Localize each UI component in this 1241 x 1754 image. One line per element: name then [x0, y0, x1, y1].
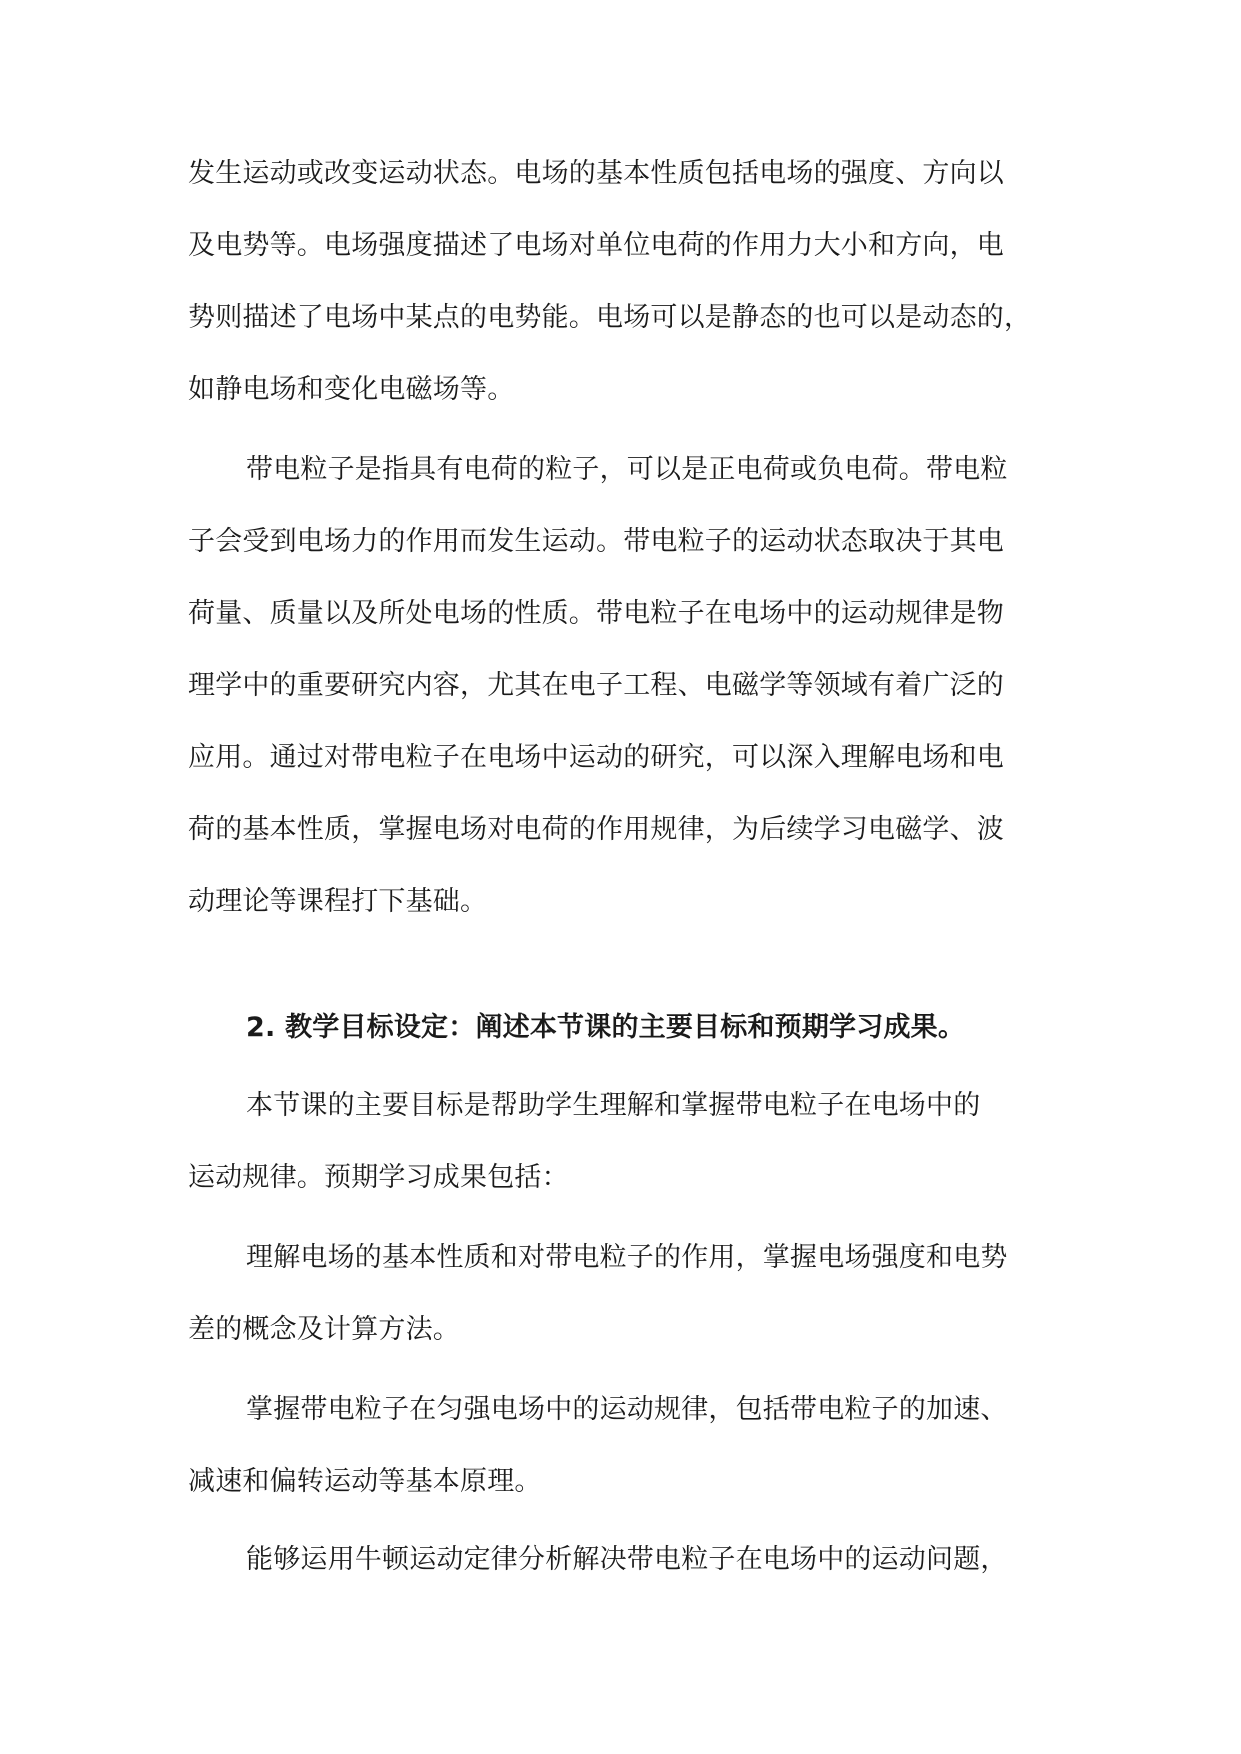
- paragraph-line: 本节课的主要目标是帮助学生理解和掌握带电粒子在电场中的: [246, 1090, 981, 1121]
- paragraph-line: 发生运动或改变运动状态。电场的基本性质包括电场的强度、方向以: [188, 158, 1004, 189]
- paragraph-line: 运动规律。预期学习成果包括：: [188, 1162, 569, 1193]
- paragraph-line: 子会受到电场力的作用而发生运动。带电粒子的运动状态取决于其电: [188, 526, 1004, 557]
- paragraph-line: 理学中的重要研究内容，尤其在电子工程、电磁学等领域有着广泛的: [188, 670, 1004, 701]
- paragraph-line: 如静电场和变化电磁场等。: [188, 374, 515, 405]
- paragraph-line: 减速和偏转运动等基本原理。: [188, 1466, 542, 1497]
- paragraph-line: 荷量、质量以及所处电场的性质。带电粒子在电场中的运动规律是物: [188, 598, 1004, 629]
- paragraph-line: 掌握带电粒子在匀强电场中的运动规律，包括带电粒子的加速、: [246, 1394, 1008, 1425]
- paragraph-line: 势则描述了电场中某点的电势能。电场可以是静态的也可以是动态的，: [188, 302, 1032, 333]
- section-heading: 2. 教学目标设定：阐述本节课的主要目标和预期学习成果。: [246, 1012, 966, 1043]
- paragraph-line: 动理论等课程打下基础。: [188, 886, 488, 917]
- paragraph-line: 差的概念及计算方法。: [188, 1314, 460, 1345]
- paragraph-line: 带电粒子是指具有电荷的粒子，可以是正电荷或负电荷。带电粒: [246, 454, 1008, 485]
- paragraph-line: 应用。通过对带电粒子在电场中运动的研究，可以深入理解电场和电: [188, 742, 1004, 773]
- paragraph-line: 能够运用牛顿运动定律分析解决带电粒子在电场中的运动问题，: [246, 1544, 1008, 1575]
- paragraph-line: 理解电场的基本性质和对带电粒子的作用，掌握电场强度和电势: [246, 1242, 1008, 1273]
- paragraph-line: 荷的基本性质，掌握电场对电荷的作用规律，为后续学习电磁学、波: [188, 814, 1004, 845]
- paragraph-line: 及电势等。电场强度描述了电场对单位电荷的作用力大小和方向，电: [188, 230, 1004, 261]
